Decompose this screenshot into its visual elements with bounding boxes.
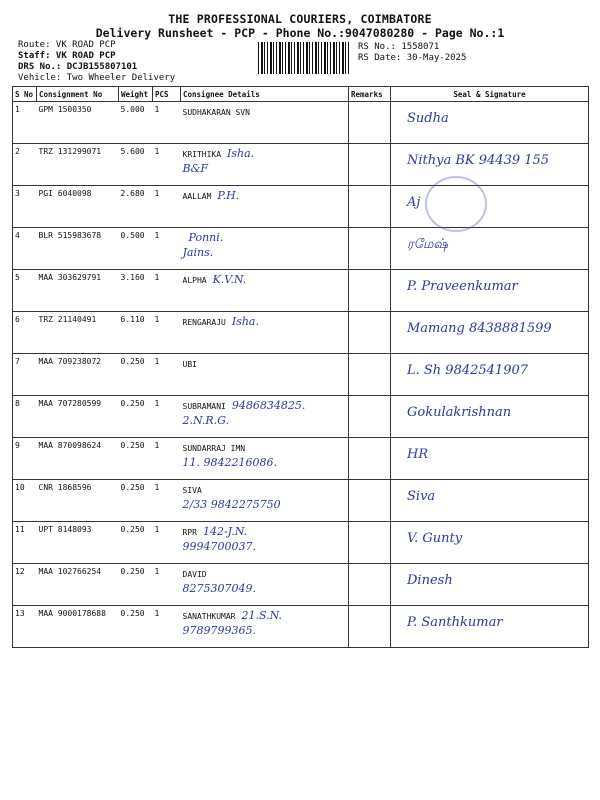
consignee-name: RPR: [182, 528, 197, 537]
handwritten-note: 2.N.R.G.: [182, 414, 230, 427]
row-remarks: [349, 480, 391, 522]
row-pcs: 1: [153, 396, 181, 438]
row-consignee: [181, 522, 349, 564]
row-sno: 8: [13, 396, 37, 438]
row-sno: 7: [13, 354, 37, 396]
row-sno: 10: [13, 480, 37, 522]
table-row: [13, 144, 589, 186]
row-consignment-no: CNR 1868596: [37, 480, 119, 522]
handwritten-signature: HR: [407, 447, 429, 462]
consignee-name: AALLAM: [182, 192, 212, 201]
row-remarks: [349, 522, 391, 564]
col-consignee: Consignee Details: [181, 87, 349, 102]
table-header-row: [13, 87, 589, 102]
vehicle-label: Vehicle: Two Wheeler Delivery: [18, 73, 176, 83]
row-weight: 0.250: [119, 438, 153, 480]
row-signature: [391, 228, 589, 270]
consignee-name: SANATHKUMAR: [182, 612, 236, 621]
row-signature: [391, 102, 589, 144]
row-pcs: 1: [153, 564, 181, 606]
col-pcs: PCS: [153, 87, 181, 102]
handwritten-signature: Dinesh: [407, 573, 453, 588]
table-row: [13, 186, 589, 228]
row-remarks: [349, 564, 391, 606]
row-consignee: [181, 606, 349, 648]
row-remarks: [349, 270, 391, 312]
handwritten-address: Isha.: [231, 315, 259, 328]
consignee-name: SUDHAKARAN SVN: [182, 108, 250, 117]
table-row: [13, 606, 589, 648]
row-remarks: [349, 228, 391, 270]
seal-stamp: [425, 176, 487, 232]
runsheet-table: [12, 86, 589, 648]
row-consignee: [181, 564, 349, 606]
row-consignee: [181, 438, 349, 480]
consignee-name: SIVA: [182, 486, 202, 495]
row-pcs: 1: [153, 102, 181, 144]
row-pcs: 1: [153, 480, 181, 522]
handwritten-address: 9486834825.: [231, 399, 306, 412]
row-signature: [391, 354, 589, 396]
col-sno: S No: [13, 87, 37, 102]
table-row: [13, 102, 589, 144]
handwritten-note: B&F: [182, 162, 209, 175]
table-row: [13, 480, 589, 522]
row-sno: 1: [13, 102, 37, 144]
row-sno: 9: [13, 438, 37, 480]
col-signature: Seal & Signature: [391, 87, 589, 102]
table-row: [13, 270, 589, 312]
row-remarks: [349, 438, 391, 480]
handwritten-note: 9994700037.: [182, 540, 256, 553]
row-pcs: 1: [153, 522, 181, 564]
row-consignment-no: MAA 709238072: [37, 354, 119, 396]
col-weight: Weight: [119, 87, 153, 102]
row-consignment-no: MAA 707280599: [37, 396, 119, 438]
row-consignee: [181, 186, 349, 228]
row-signature: [391, 564, 589, 606]
table-row: [13, 354, 589, 396]
table-row: [13, 438, 589, 480]
consignee-name: ALPHA: [182, 276, 207, 285]
table-row: [13, 396, 589, 438]
row-signature: [391, 186, 589, 228]
row-sno: 6: [13, 312, 37, 354]
drs-number: DRS No.: DCJB155807101: [18, 62, 138, 72]
table-row: [13, 312, 589, 354]
handwritten-signature: Siva: [407, 489, 436, 504]
handwritten-signature: Aj: [407, 195, 421, 210]
row-weight: 0.250: [119, 522, 153, 564]
row-remarks: [349, 186, 391, 228]
row-pcs: 1: [153, 606, 181, 648]
handwritten-signature: L. Sh 9842541907: [407, 363, 529, 378]
row-sno: 5: [13, 270, 37, 312]
table-row: [13, 228, 589, 270]
row-remarks: [349, 312, 391, 354]
handwritten-address: Isha.: [227, 147, 255, 160]
handwritten-signature: Sudha: [407, 111, 449, 126]
row-signature: [391, 312, 589, 354]
row-consignee: [181, 144, 349, 186]
consignee-name: SUBRAMANI: [182, 402, 226, 411]
row-consignment-no: PGI 6040098: [37, 186, 119, 228]
consignee-name: DAVID: [182, 570, 207, 579]
row-sno: 4: [13, 228, 37, 270]
handwritten-address: 21.S.N.: [241, 609, 283, 622]
row-weight: 5.000: [119, 102, 153, 144]
row-consignment-no: MAA 870098624: [37, 438, 119, 480]
consignee-name: KRITHIKA: [182, 150, 222, 159]
runsheet-subtitle: Delivery Runsheet - PCP - Phone No.:9047080280 - Page No.:1: [95, 26, 505, 40]
row-pcs: 1: [153, 144, 181, 186]
row-sno: 13: [13, 606, 37, 648]
row-pcs: 1: [153, 186, 181, 228]
row-remarks: [349, 606, 391, 648]
row-consignee: [181, 312, 349, 354]
handwritten-address: 142-J.N.: [202, 525, 248, 538]
handwritten-signature: P. Praveenkumar: [407, 279, 518, 294]
row-pcs: 1: [153, 228, 181, 270]
handwritten-note: 8275307049.: [182, 582, 256, 595]
row-consignee: [181, 396, 349, 438]
row-consignment-no: UPT 8148093: [37, 522, 119, 564]
row-sno: 11: [13, 522, 37, 564]
row-signature: [391, 480, 589, 522]
handwritten-signature: P. Santhkumar: [407, 615, 503, 630]
row-signature: [391, 438, 589, 480]
rs-date: RS Date: 30-May-2025: [358, 53, 467, 63]
handwritten-signature: Mamang 8438881599: [407, 321, 552, 336]
row-remarks: [349, 396, 391, 438]
barcode-graphic: [258, 42, 350, 74]
row-signature: [391, 522, 589, 564]
row-signature: [391, 396, 589, 438]
consignee-name: UBI: [182, 360, 197, 369]
handwritten-address: K.V.N.: [212, 273, 247, 286]
row-consignee: [181, 102, 349, 144]
company-title: THE PROFESSIONAL COURIERS, COIMBATORE: [168, 12, 432, 26]
row-consignment-no: TRZ 21140491: [37, 312, 119, 354]
staff-label: Staff: VK ROAD PCP: [18, 51, 116, 61]
table-row: [13, 564, 589, 606]
row-remarks: [349, 144, 391, 186]
route-label: Route: VK ROAD PCP: [18, 40, 116, 50]
row-consignee: [181, 270, 349, 312]
row-remarks: [349, 354, 391, 396]
handwritten-signature: V. Gunty: [407, 531, 463, 546]
handwritten-address: Ponni.: [188, 231, 224, 244]
consignee-name: SUNDARRAJ IMN: [182, 444, 246, 453]
row-weight: 2.680: [119, 186, 153, 228]
consignee-name: RENGARAJU: [182, 318, 226, 327]
row-weight: 0.250: [119, 606, 153, 648]
table-row: [13, 522, 589, 564]
row-remarks: [349, 102, 391, 144]
row-consignee: [181, 228, 349, 270]
row-consignment-no: MAA 102766254: [37, 564, 119, 606]
rs-number: RS No.: 1558071: [358, 42, 440, 52]
col-remarks: Remarks: [349, 87, 391, 102]
row-consignment-no: BLR 515983678: [37, 228, 119, 270]
handwritten-note: 9789799365.: [182, 624, 256, 637]
row-signature: [391, 144, 589, 186]
row-sno: 2: [13, 144, 37, 186]
row-consignment-no: MAA 303629791: [37, 270, 119, 312]
row-weight: 6.110: [119, 312, 153, 354]
handwritten-note: 2/33 9842275750: [182, 498, 281, 511]
row-weight: 3.160: [119, 270, 153, 312]
col-consignment: Consignment No: [37, 87, 119, 102]
row-sno: 3: [13, 186, 37, 228]
handwritten-note: Jains.: [182, 246, 214, 259]
row-weight: 0.250: [119, 396, 153, 438]
row-consignee: [181, 480, 349, 522]
handwritten-address: P.H.: [217, 189, 240, 202]
handwritten-signature: Nithya BK 94439 155: [407, 153, 550, 168]
handwritten-signature: ரமேஷ்: [407, 237, 448, 252]
row-weight: 0.250: [119, 480, 153, 522]
row-weight: 0.250: [119, 564, 153, 606]
handwritten-signature: Gokulakrishnan: [407, 405, 512, 420]
row-weight: 0.250: [119, 354, 153, 396]
row-signature: [391, 270, 589, 312]
row-pcs: 1: [153, 438, 181, 480]
row-consignee: [181, 354, 349, 396]
row-consignment-no: MAA 9000178688: [37, 606, 119, 648]
row-consignment-no: GPM 1500350: [37, 102, 119, 144]
row-consignment-no: TRZ 131299071: [37, 144, 119, 186]
row-sno: 12: [13, 564, 37, 606]
row-pcs: 1: [153, 354, 181, 396]
handwritten-note: 11. 9842216086.: [182, 456, 277, 469]
row-signature: [391, 606, 589, 648]
row-pcs: 1: [153, 270, 181, 312]
row-pcs: 1: [153, 312, 181, 354]
row-weight: 0.500: [119, 228, 153, 270]
row-weight: 5.600: [119, 144, 153, 186]
